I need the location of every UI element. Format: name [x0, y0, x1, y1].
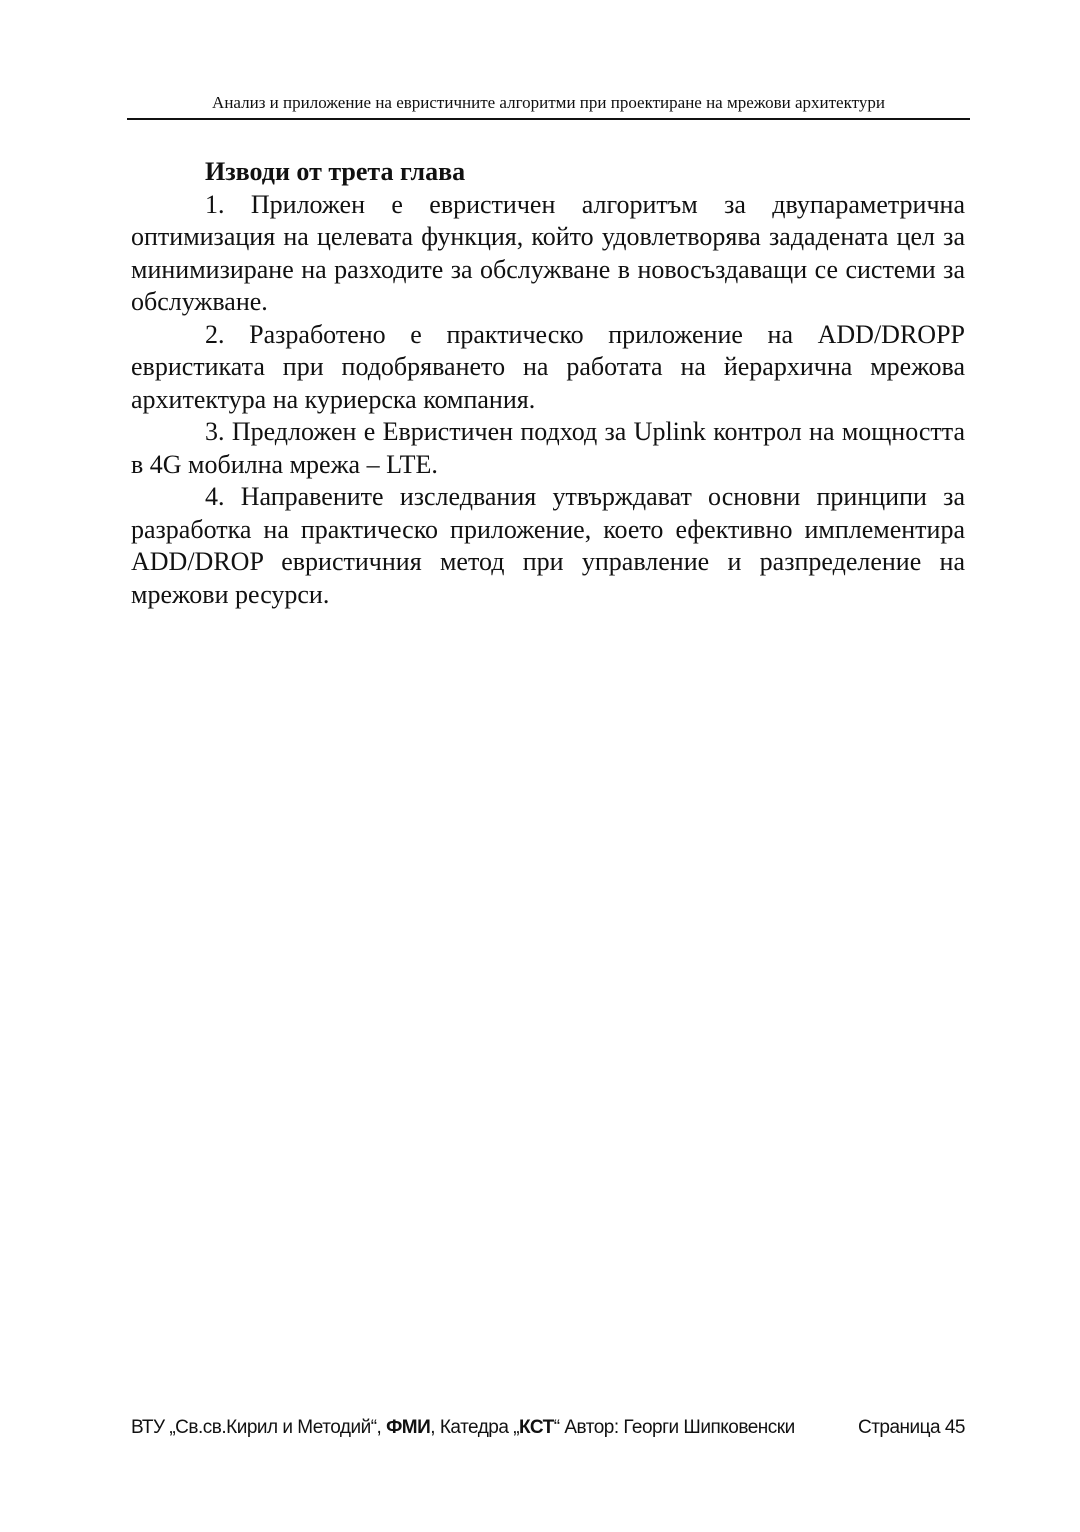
footer-faculty: ФМИ: [386, 1417, 431, 1438]
conclusion-paragraph-2: 2. Разработено е практическо приложение на ADD/DROPP евристиката при подобряването на работата на йерархична мрежова архитектура на куриерска компания.: [131, 319, 965, 414]
page-number: Страница 45: [857, 1417, 965, 1438]
running-title: Анализ и приложение на евристичните алгоритми при проектиране на мрежови архитектури: [212, 93, 885, 112]
footer-credits: [131, 1415, 795, 1441]
footer-department: КСТ: [519, 1417, 554, 1438]
footer-department-prefix: , Катедра „: [430, 1417, 520, 1438]
page-body: [131, 156, 965, 611]
footer-author: Автор: Георги Шипковенски: [564, 1417, 795, 1438]
page-header: [127, 92, 970, 120]
footer-department-suffix: “: [553, 1417, 565, 1438]
page-footer: [131, 1415, 965, 1445]
conclusion-paragraph-3: 3. Предложен е Евристичен подход за Uplink контрол на мощността в 4G мобилна мрежа – LTE.: [131, 417, 965, 479]
conclusion-paragraph-1: 1. Приложен е евристичен алгоритъм за двупараметрична оптимизация на целевата функция, който удовлетворява зададената цел за минимизиране на разходите за обслужване в новосъздаващи се системи за обслужване.: [131, 189, 965, 316]
section-title: Изводи от трета глава: [205, 157, 466, 186]
footer-university: ВТУ „Св.св.Кирил и Методий“,: [131, 1417, 387, 1438]
conclusion-paragraph-4: 4. Направените изследвания утвърждават основни принципи за разработка на практическо приложение, което ефективно имплементира ADD/DROP евристичния метод при управление и разпределение на мрежови ресурси.: [131, 482, 965, 609]
